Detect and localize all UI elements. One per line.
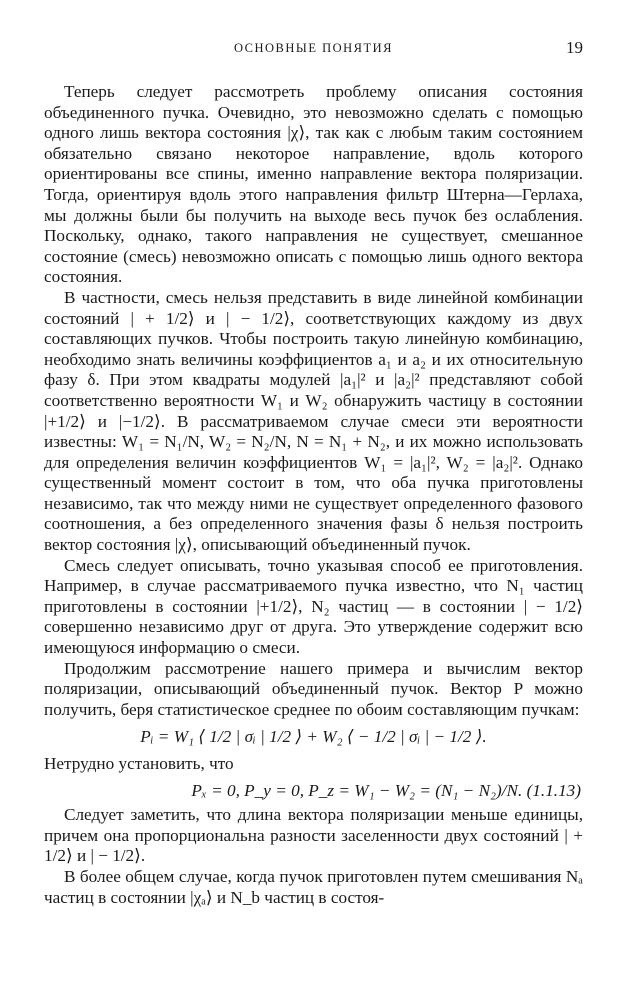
page-number: 19 (566, 38, 583, 57)
paragraph: Следует заметить, что длина вектора поляризации меньше единицы, причем она пропорциональна разности заселенности двух состояний | + 1/2⟩ и | − 1/2⟩. (44, 805, 583, 866)
page-header (44, 38, 583, 60)
paragraph: В частности, смесь нельзя представить в виде линейной комбинации состояний | + 1/2⟩ и | − 1/2⟩, соответствующих каждому из двух составляющих пучков. Чтобы построить такую линейную комбинацию, необходимо знать величины коэффициентов a₁ и a₂ и их относительную фазу δ. При этом квадраты модулей |a₁|² и |a₂|² представляют собой соответственно вероятности W₁ и W₂ обнаружить частицу в состоянии |+1/2⟩ и |−1/2⟩. В рассматриваемом случае смеси эти вероятности известны: W₁ = N₁/N, W₂ = N₂/N, N = N₁ + N₂, и их можно использовать для определения величин коэффициентов W₁ = |a₁|², W₂ = |a₂|². Однако существенный момент состоит в том, что оба пучка приготовлены независимо, так что между ними не существует определенного фазового соотношения, а без определенного значения фазы δ нельзя построить вектор состояния |χ⟩, описывающий объединенный пучок. (44, 287, 583, 555)
paragraph: Продолжим рассмотрение нашего примера и вычислим вектор поляризации, описывающий объединенный пучок. Вектор P можно получить, беря статистическое среднее по обоим составляющим пучкам: (44, 658, 583, 719)
page-body (44, 82, 583, 908)
paragraph: В более общем случае, когда пучок приготовлен путем смешивания Nₐ частиц в состоянии |χₐ⟩ и N_b частиц в состоя- (44, 866, 583, 907)
formula-polarization-average: Pᵢ = W₁ ⟨ 1/2 | σᵢ | 1/2 ⟩ + W₂ ⟨ − 1/2 | σᵢ | − 1/2 ⟩. (140, 727, 487, 747)
formula-1-1-13: Pₓ = 0, P_y = 0, P_z = W₁ − W₂ = (N₁ − N₂)/N. (1.1.13) (191, 780, 581, 800)
running-title: ОСНОВНЫЕ ПОНЯТИЯ (233, 41, 394, 55)
paragraph: Теперь следует рассмотреть проблему описания состояния объединенного пучка. Очевидно, это невозможно сделать с помощью одного лишь вектора состояния |χ⟩, так как с любым таким состоянием обязательно связано некоторое направление, вдоль которого ориентированы все спины, именно направление вектора поляризации. Тогда, ориентируя вдоль этого направления фильтр Штерна—Герлаха, мы должны были бы получить на выходе весь пучок без ослабления. Поскольку, однако, такого направления не существует, смешанное состояние (смесь) невозможно описать с помощью лишь одного вектора состояния. (44, 82, 583, 287)
paragraph: Нетрудно установить, что (44, 754, 234, 773)
paragraph: Смесь следует описывать, точно указывая способ ее приготовления. Например, в случае рассматриваемого пучка известно, что N₁ частиц приготовлены в состоянии |+1/2⟩, N₂ частиц — в состоянии | − 1/2⟩ совершенно независимо друг от друга. Это утверждение содержит всю имеющуюся информацию о смеси. (44, 555, 583, 658)
